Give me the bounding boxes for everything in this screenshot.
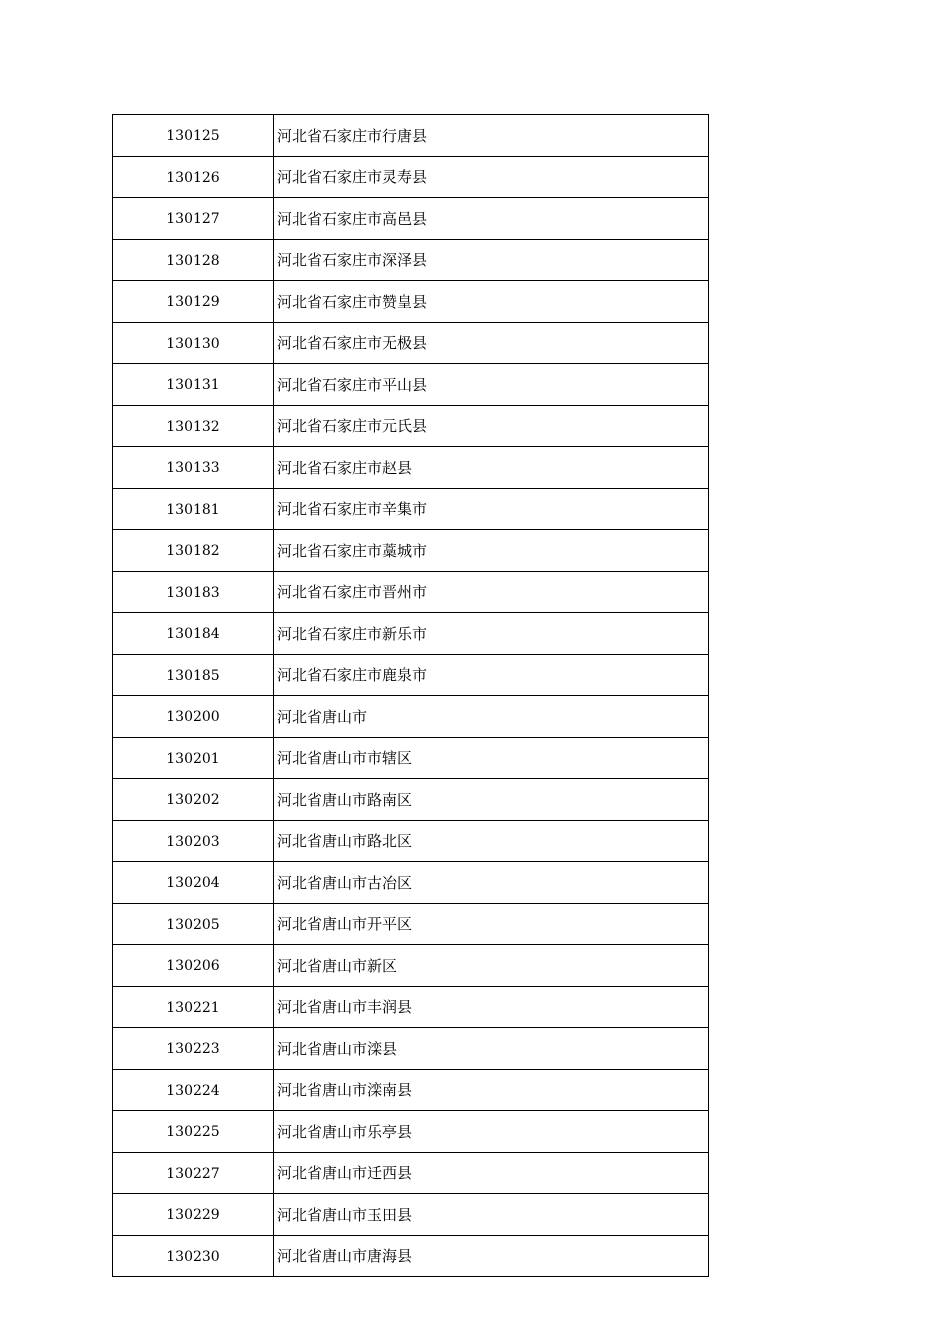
table-row xyxy=(113,364,709,406)
region-code-cell: 130185 xyxy=(113,654,274,696)
region-name-cell: 河北省唐山市乐亭县 xyxy=(274,1111,709,1153)
table-row xyxy=(113,115,709,157)
table-row xyxy=(113,1028,709,1070)
region-code-cell: 130132 xyxy=(113,405,274,447)
region-name-cell: 河北省唐山市滦县 xyxy=(274,1028,709,1070)
region-name-cell: 河北省唐山市玉田县 xyxy=(274,1194,709,1236)
region-name-cell: 河北省石家庄市元氏县 xyxy=(274,405,709,447)
region-code-table xyxy=(112,114,709,1277)
region-name-cell: 河北省石家庄市鹿泉市 xyxy=(274,654,709,696)
region-code-cell: 130200 xyxy=(113,696,274,738)
region-code-cell: 130223 xyxy=(113,1028,274,1070)
region-name-cell: 河北省唐山市开平区 xyxy=(274,903,709,945)
region-name-cell: 河北省唐山市 xyxy=(274,696,709,738)
region-name-cell: 河北省石家庄市赞皇县 xyxy=(274,281,709,323)
region-name-cell: 河北省石家庄市无极县 xyxy=(274,322,709,364)
table-row xyxy=(113,322,709,364)
region-name-cell: 河北省唐山市丰润县 xyxy=(274,986,709,1028)
region-name-cell: 河北省石家庄市行唐县 xyxy=(274,115,709,157)
region-code-cell: 130183 xyxy=(113,571,274,613)
region-code-cell: 130205 xyxy=(113,903,274,945)
region-name-cell: 河北省唐山市路北区 xyxy=(274,820,709,862)
table-row xyxy=(113,696,709,738)
table-row xyxy=(113,156,709,198)
region-name-cell: 河北省石家庄市平山县 xyxy=(274,364,709,406)
region-code-cell: 130128 xyxy=(113,239,274,281)
region-name-cell: 河北省石家庄市深泽县 xyxy=(274,239,709,281)
region-name-cell: 河北省石家庄市新乐市 xyxy=(274,613,709,655)
table-row xyxy=(113,945,709,987)
region-code-cell: 130182 xyxy=(113,530,274,572)
region-name-cell: 河北省石家庄市灵寿县 xyxy=(274,156,709,198)
table-row xyxy=(113,986,709,1028)
region-code-cell: 130204 xyxy=(113,862,274,904)
region-code-cell: 130229 xyxy=(113,1194,274,1236)
region-code-cell: 130203 xyxy=(113,820,274,862)
region-code-cell: 130202 xyxy=(113,779,274,821)
region-name-cell: 河北省唐山市新区 xyxy=(274,945,709,987)
table-row xyxy=(113,488,709,530)
region-code-cell: 130184 xyxy=(113,613,274,655)
region-code-cell: 130206 xyxy=(113,945,274,987)
table-row xyxy=(113,281,709,323)
region-name-cell: 河北省石家庄市赵县 xyxy=(274,447,709,489)
region-code-cell: 130227 xyxy=(113,1152,274,1194)
region-code-cell: 130181 xyxy=(113,488,274,530)
table-row xyxy=(113,571,709,613)
region-code-cell: 130133 xyxy=(113,447,274,489)
region-code-cell: 130126 xyxy=(113,156,274,198)
table-row xyxy=(113,779,709,821)
region-name-cell: 河北省唐山市路南区 xyxy=(274,779,709,821)
table-row xyxy=(113,1152,709,1194)
table-row xyxy=(113,1194,709,1236)
region-name-cell: 河北省唐山市唐海县 xyxy=(274,1235,709,1277)
region-code-cell: 130125 xyxy=(113,115,274,157)
region-name-cell: 河北省唐山市市辖区 xyxy=(274,737,709,779)
region-code-cell: 130131 xyxy=(113,364,274,406)
region-code-cell: 130130 xyxy=(113,322,274,364)
region-name-cell: 河北省唐山市滦南县 xyxy=(274,1069,709,1111)
region-name-cell: 河北省唐山市迁西县 xyxy=(274,1152,709,1194)
table-row xyxy=(113,613,709,655)
table-row xyxy=(113,447,709,489)
region-code-cell: 130225 xyxy=(113,1111,274,1153)
table-row xyxy=(113,820,709,862)
region-code-cell: 130224 xyxy=(113,1069,274,1111)
table-row xyxy=(113,903,709,945)
region-name-cell: 河北省石家庄市高邑县 xyxy=(274,198,709,240)
region-code-cell: 130129 xyxy=(113,281,274,323)
region-table-body xyxy=(113,115,709,1277)
table-row xyxy=(113,530,709,572)
region-code-cell: 130221 xyxy=(113,986,274,1028)
table-row xyxy=(113,1111,709,1153)
table-row xyxy=(113,405,709,447)
region-name-cell: 河北省唐山市古冶区 xyxy=(274,862,709,904)
table-row xyxy=(113,198,709,240)
region-code-cell: 130201 xyxy=(113,737,274,779)
region-name-cell: 河北省石家庄市辛集市 xyxy=(274,488,709,530)
region-name-cell: 河北省石家庄市藁城市 xyxy=(274,530,709,572)
table-row xyxy=(113,862,709,904)
region-code-cell: 130127 xyxy=(113,198,274,240)
region-code-cell: 130230 xyxy=(113,1235,274,1277)
table-row xyxy=(113,1069,709,1111)
table-row xyxy=(113,654,709,696)
table-row xyxy=(113,239,709,281)
region-name-cell: 河北省石家庄市晋州市 xyxy=(274,571,709,613)
table-row xyxy=(113,737,709,779)
table-row xyxy=(113,1235,709,1277)
